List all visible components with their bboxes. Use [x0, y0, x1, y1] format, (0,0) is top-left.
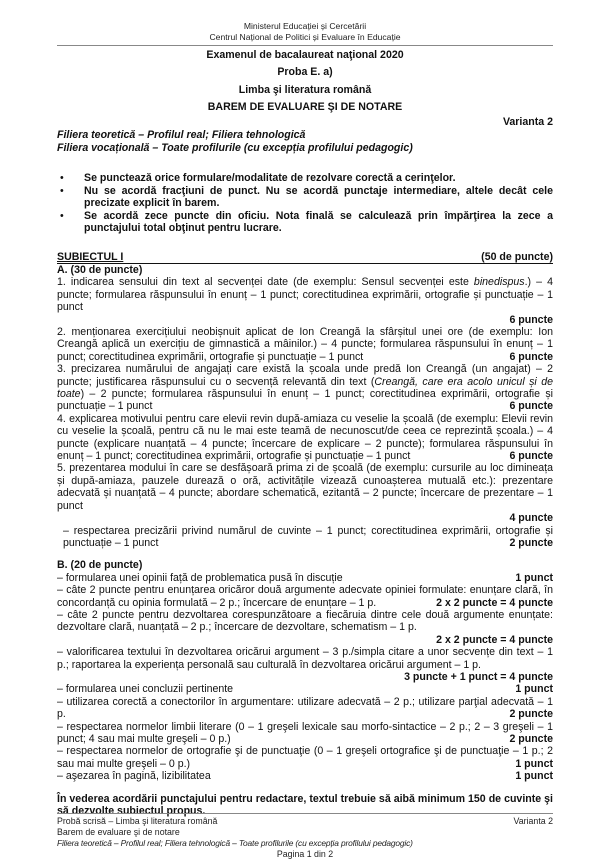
footer-variant: Varianta 2: [513, 816, 553, 826]
ministry-name: Ministerul Educației și Cercetării: [243, 21, 367, 31]
variant-label: Varianta 2: [502, 116, 553, 129]
rule-item: • Se acordă zece puncte din oficiu. Nota finală se calculează prin împărţirea la zece a punctajului total obţinut pentru lucrare.: [60, 209, 553, 235]
subject-points: (50 de puncte): [481, 250, 553, 263]
item-points: 2 puncte: [509, 708, 553, 721]
part-b-item: – câte 2 puncte pentru enunțarea oricăror două argumente adecvate opiniei formulate: enunțare clară, în concordanță cu opinia formulată – 2 p.; încercare de enunțare – 1 p. 2 x 2 puncte = 4 puncte: [57, 584, 553, 609]
item-points: 6 puncte: [509, 450, 553, 463]
part-b-item: – aşezarea în pagină, lizibilitatea 1 punct: [57, 770, 553, 783]
item-points: 4 puncte: [509, 512, 553, 525]
subject-heading: [57, 251, 553, 264]
filiera-line-1: Filiera teoretică – Profilul real; Filiera tehnologică: [57, 129, 306, 142]
part-b-item: – respectarea normelor limbii literare (0 – 1 greşeli lexicale sau morfo-sintactice – 2 p.; 2 – 3 greşeli – 1 punct; 4 sau mai multe greşeli – 0 p.) 2 puncte: [57, 720, 553, 745]
part-b-title: B. (20 de puncte): [57, 559, 143, 572]
page-number: Pagina 1 din 2: [276, 849, 334, 859]
item-points: 1 punct: [515, 770, 553, 783]
item-points: 1 punct: [515, 757, 553, 770]
item-points: 1 punct: [515, 571, 553, 584]
part-b-item: – formularea unei concluzii pertinente 1 punct: [57, 683, 553, 696]
proba-title: Proba E. a): [277, 66, 333, 79]
bullet-icon: •: [60, 209, 64, 222]
part-a-item-6: – respectarea precizării privind numărul de cuvinte – 1 punct; corectitudinea exprimării, ortografie și punctuație – 1 punct 2 puncte: [63, 524, 553, 549]
part-a-item-1: 1. indicarea sensului din text al secvenței date (de exemplu: Sensul secvenței este binedispus.) – 4 puncte; formularea răspunsului în enunț – 1 punct; corectitudinea exprimării, ortografie și punctuație – 1 punct 6 puncte: [57, 276, 553, 326]
part-b-items: [57, 572, 553, 783]
part-a-item-2: 2. menționarea exercițiului neobișnuit aplicat de Ion Creangă la sfârșitul unei ore (de exemplu: Ion Creangă aplică un exercițiu de gimnastică a mâinilor.) – 4 puncte; formularea răspunsului în enunț – 1 punct; corectitudinea exprimării, ortografie și punctuație – 1 punct 6 puncte: [57, 326, 553, 363]
part-a-item-4: 4. explicarea motivului pentru care elevii revin după-amiaza cu veselie la școală (de exemplu: Elevii revin cu veselie la școală, pentru că nu le mai este teamă de necunoscut/de ceea ce reprezintă școala.) – 4 puncte (explicare nuanțată – 4 puncte; încercare de explicare – 2 puncte); formularea răspunsului în enunț – 1 punct; corectitudinea exprimării, ortografie și punctuație – 1 punct 6 puncte: [57, 412, 553, 463]
center-name: Centrul Național de Politici și Evaluare în Educație: [209, 32, 401, 42]
rule-item: • Se punctează orice formulare/modalitate de rezolvare corectă a cerinţelor.: [60, 172, 456, 184]
footer-exam-label: Probă scrisă – Limba şi literatura română: [57, 816, 218, 826]
document-page: [57, 0, 553, 818]
part-b-item: – respectarea normelor de ortografie şi de punctuaţie (0 – 1 greşeli ortografice şi de punctuaţie – 1 p.; 2 sau mai multe greşeli – 0 p.) 1 punct: [57, 745, 553, 770]
part-a-item-3: 3. precizarea numărului de angajați care există la școala unde predă Ion Creangă (un angajat) – 2 puncte; justificarea răspunsului cu o secvență relevantă din text (Creangă, care era acolo unicul și de toate) – 2 puncte; formularea răspunsului în enunț – 1 punct; corectitudinea exprimării, ortografie și punctuație – 1 punct 6 puncte: [57, 363, 554, 413]
page-footer: [57, 813, 553, 860]
item-points: 2 x 2 puncte = 4 puncte: [436, 596, 553, 609]
item-points: 6 puncte: [509, 400, 553, 413]
part-a-item-5: 5. prezentarea modului în care se desfășoară prima zi de școală (de exemplu: cursurile au loc dimineața și după-amiaza, pauzele durează o oră, activitățile vizează cunoașterea mutuală etc.): prezentare adecvată și nuanțată – 4 puncte; abordare schematică, ezitantă – 2 puncte; încercare de prezentare – 1 punct 4 puncte: [57, 462, 553, 525]
subject-title: Limba şi literatura română: [238, 83, 372, 96]
part-b-item: – utilizarea corectă a conectorilor în argumentare: utilizare adecvată – 2 p.; utilizare parţial adecvată – 1 p. 2 puncte: [57, 695, 553, 721]
final-note: În vederea acordării punctajului pentru redactare, textul trebuie să aibă minimum 150 de cuvinte şi să dezvolte subiectul propus.: [57, 792, 553, 818]
part-a-title: A. (30 de puncte): [57, 263, 143, 276]
footer-doc-label: Barem de evaluare şi de notare: [57, 827, 180, 837]
part-b-item: – formularea unei opinii față de problematica pusă în discuție 1 punct: [57, 571, 553, 584]
ministry-header: [57, 0, 553, 43]
item-points: 2 puncte: [509, 536, 553, 549]
rule-item: • Nu se acordă fracţiuni de punct. Nu se acordă punctaje intermediare, altele decât cele precizate explicit în barem.: [60, 184, 553, 210]
item-points: 2 puncte: [509, 733, 553, 745]
item-points: 2 x 2 puncte = 4 puncte: [436, 633, 553, 646]
footer-filiera: Filiera teoretică – Profilul real; Filiera tehnologică – Toate profilurile (cu excepția profilului pedagogic): [57, 838, 413, 848]
general-rules-list: [57, 172, 553, 235]
bullet-icon: •: [60, 184, 64, 197]
part-a-items: [57, 276, 553, 549]
part-b-item: – valorificarea textului în dezvoltarea oricărui argument – 3 p./simpla citare a unor secvențe din text – 1 p.; raportarea la experiența personală sau culturală în dezvoltarea oricărui argument – 1 p. 3 puncte + 1 punct = 4 puncte: [57, 646, 553, 683]
part-b-item: – câte 2 puncte pentru dezvoltarea corespunzătoare a fiecăruia dintre cele două argumente enunțate: dezvoltare clară, nuanțată – 2 p.; încercare de dezvoltare, schematism – 1 p. 2 x 2 puncte = 4 puncte: [57, 608, 553, 646]
item-points: 6 puncte: [509, 350, 553, 363]
subject-title-label: SUBIECTUL I: [57, 250, 124, 263]
filiera-line-2: Filiera vocațională – Toate profilurile (cu excepția profilului pedagogic): [57, 141, 413, 154]
item-points: 6 puncte: [509, 313, 553, 326]
bullet-icon: •: [60, 172, 64, 184]
exam-title: Examenul de bacalaureat naţional 2020: [206, 49, 404, 61]
item-points: 3 puncte + 1 punct = 4 puncte: [404, 670, 553, 683]
item-points: 1 punct: [515, 683, 553, 696]
document-title: BAREM DE EVALUARE ŞI DE NOTARE: [207, 100, 403, 113]
header-divider: [57, 45, 553, 46]
